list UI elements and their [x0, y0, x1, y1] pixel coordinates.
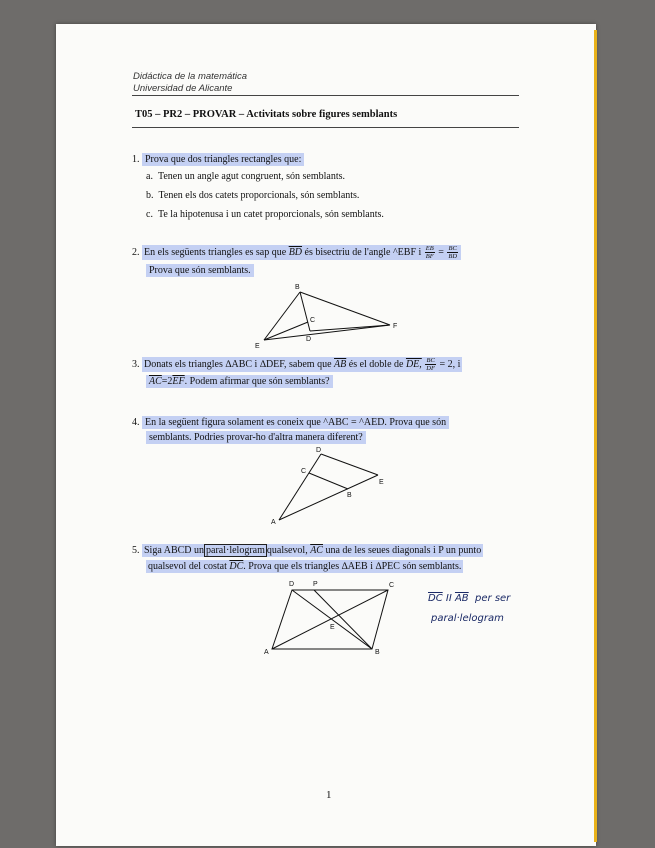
q1-item-a-letter: a. — [146, 171, 153, 182]
q2-frac1-den: BF — [425, 253, 434, 260]
note-segment-dc: $\overline{DC}$ — [428, 593, 443, 604]
q5-diagonal-db — [292, 590, 372, 649]
q3-number: 3. — [132, 358, 140, 370]
q4-figure — [266, 444, 391, 526]
q1-item-b-text: Tenen els dos catets proporcionals, són semblants. — [158, 190, 360, 201]
q5-highlight-2 — [146, 560, 463, 573]
q5-label-a: A — [264, 649, 269, 656]
q2-frac2-den: BD — [448, 253, 458, 260]
q2-text-line2: Prova que són semblants. — [146, 264, 254, 277]
q2-text-b: és bisectriu de l'angle ^EBF i — [304, 246, 422, 258]
q2-label-c: C — [310, 317, 316, 324]
title-rule — [132, 127, 519, 128]
q4-label-c: C — [301, 468, 307, 475]
page-title: T05 – PR2 – PROVAR – Activitats sobre figures semblants — [135, 109, 398, 120]
q5-label-c: C — [389, 582, 395, 589]
q2-text-a: En els següents triangles es sap que — [144, 246, 287, 258]
q3-equals-two: =2 — [161, 376, 173, 387]
q5-boxed-word: paral·lelogram — [206, 545, 265, 556]
q2-label-b: B — [295, 284, 300, 291]
q3-highlight-1 — [142, 357, 462, 372]
q3-text-line2: . Podem afirmar que són semblants? — [184, 376, 330, 387]
q1-item-a — [146, 171, 345, 182]
q2-frac2-num: BC — [448, 245, 457, 252]
q2-segment-bd: $\overline{BD}$ — [288, 246, 303, 258]
note-text-per-ser: per ser — [475, 593, 511, 604]
q3-segment-ab: $\overline{AB}$ — [334, 358, 347, 370]
q4-label-d: D — [316, 447, 322, 454]
note-segment-ab: $\overline{AB}$ — [454, 593, 469, 604]
q1-number: 1. — [132, 154, 140, 165]
q3-line1 — [132, 357, 462, 372]
q5-text-line2-a: qualsevol del costat — [148, 561, 227, 572]
q5-segment-dc: $\overline{DC}$ — [229, 561, 244, 572]
q1-item-b — [146, 190, 359, 201]
q5-text-line2-b: . Prova que els triangles ∆AEB i ∆PEC són semblants. — [243, 561, 462, 572]
q5-label-d: D — [289, 581, 295, 588]
binder-edge — [594, 30, 597, 842]
q1-block — [132, 154, 304, 165]
q1-prompt: Prova que dos triangles rectangles que: — [142, 153, 304, 166]
q5-highlight-1 — [142, 544, 483, 557]
q1-item-c-text: Te la hipotenusa i un catet proporcionals, són semblants. — [157, 209, 384, 220]
q2-equals: = — [438, 246, 444, 258]
q4-label-a: A — [271, 519, 276, 526]
q4-line2 — [146, 432, 366, 443]
q3-text-b: és el doble de — [348, 358, 404, 370]
q5-text-a: Siga ABCD un — [144, 545, 205, 556]
q4-label-b: B — [347, 492, 352, 499]
q2-line2 — [146, 265, 254, 276]
q3-line2 — [146, 376, 333, 387]
handwritten-note-line2: paral·lelogram — [431, 613, 504, 624]
q2-line1 — [132, 245, 461, 260]
q5-label-e: E — [330, 624, 335, 631]
q2-highlight-1 — [142, 245, 461, 260]
q3-text-a: Donats els triangles ∆ABC i ∆DEF, sabem que — [144, 358, 332, 370]
page-number: 1 — [326, 789, 332, 801]
q2-fraction-1 — [425, 245, 435, 260]
q2-label-e: E — [255, 343, 260, 350]
note-parallel-sign: II — [445, 593, 452, 604]
q4-seg-de — [321, 454, 378, 475]
q2-fraction-2 — [447, 245, 458, 260]
q5-line1 — [132, 545, 483, 556]
q3-fraction — [425, 357, 436, 372]
q3-text-c: = 2, i — [439, 358, 461, 370]
q4-text-line2: semblants. Podries provar-ho d'altra manera diferent? — [146, 431, 366, 444]
q4-line1 — [132, 417, 449, 428]
q2-label-f: F — [393, 323, 398, 330]
q2-frac1-num: EB — [425, 245, 434, 252]
q5-label-b: B — [375, 649, 380, 656]
q5-segment-ac: $\overline{AC}$ — [310, 545, 323, 556]
header-rule — [132, 95, 519, 96]
q5-figure — [262, 577, 402, 659]
q4-seg-cb — [309, 473, 348, 489]
q3-frac-den: DF — [426, 365, 435, 372]
q5-label-p: P — [313, 581, 318, 588]
handwritten-note-line1 — [428, 593, 510, 604]
course-name: Didáctica de la matemática — [133, 71, 248, 82]
q4-text-line1: En la següent figura solament es coneix que ^ABC = ^AED. Prova que són — [142, 416, 449, 429]
q4-number: 4. — [132, 417, 140, 428]
q1-item-b-letter: b. — [146, 190, 154, 201]
q3-segment-ef: $\overline{EF}$ — [172, 376, 185, 387]
q5-text-c: una de les seues diagonals i P un punto — [325, 545, 482, 556]
q2-number: 2. — [132, 246, 140, 258]
q2-label-d: D — [306, 336, 312, 343]
q3-segment-ac: $\overline{AC}$ — [149, 376, 162, 387]
q5-seg-pb — [314, 590, 372, 649]
q4-label-e: E — [379, 479, 384, 486]
q3-frac-num: BC — [426, 357, 435, 364]
q1-item-c-letter: c. — [146, 209, 153, 220]
q5-text-b: qualsevol, — [266, 545, 308, 556]
q3-segment-de: DE, — [405, 358, 422, 370]
q3-highlight-2 — [146, 375, 333, 388]
document-page — [56, 24, 596, 846]
q1-item-c — [146, 209, 384, 220]
q1-item-a-text: Tenen un angle agut congruent, són semblants. — [157, 171, 345, 182]
university-name: Universidad de Alicante — [133, 83, 233, 94]
q5-line2 — [146, 561, 463, 572]
q5-number: 5. — [132, 545, 140, 556]
